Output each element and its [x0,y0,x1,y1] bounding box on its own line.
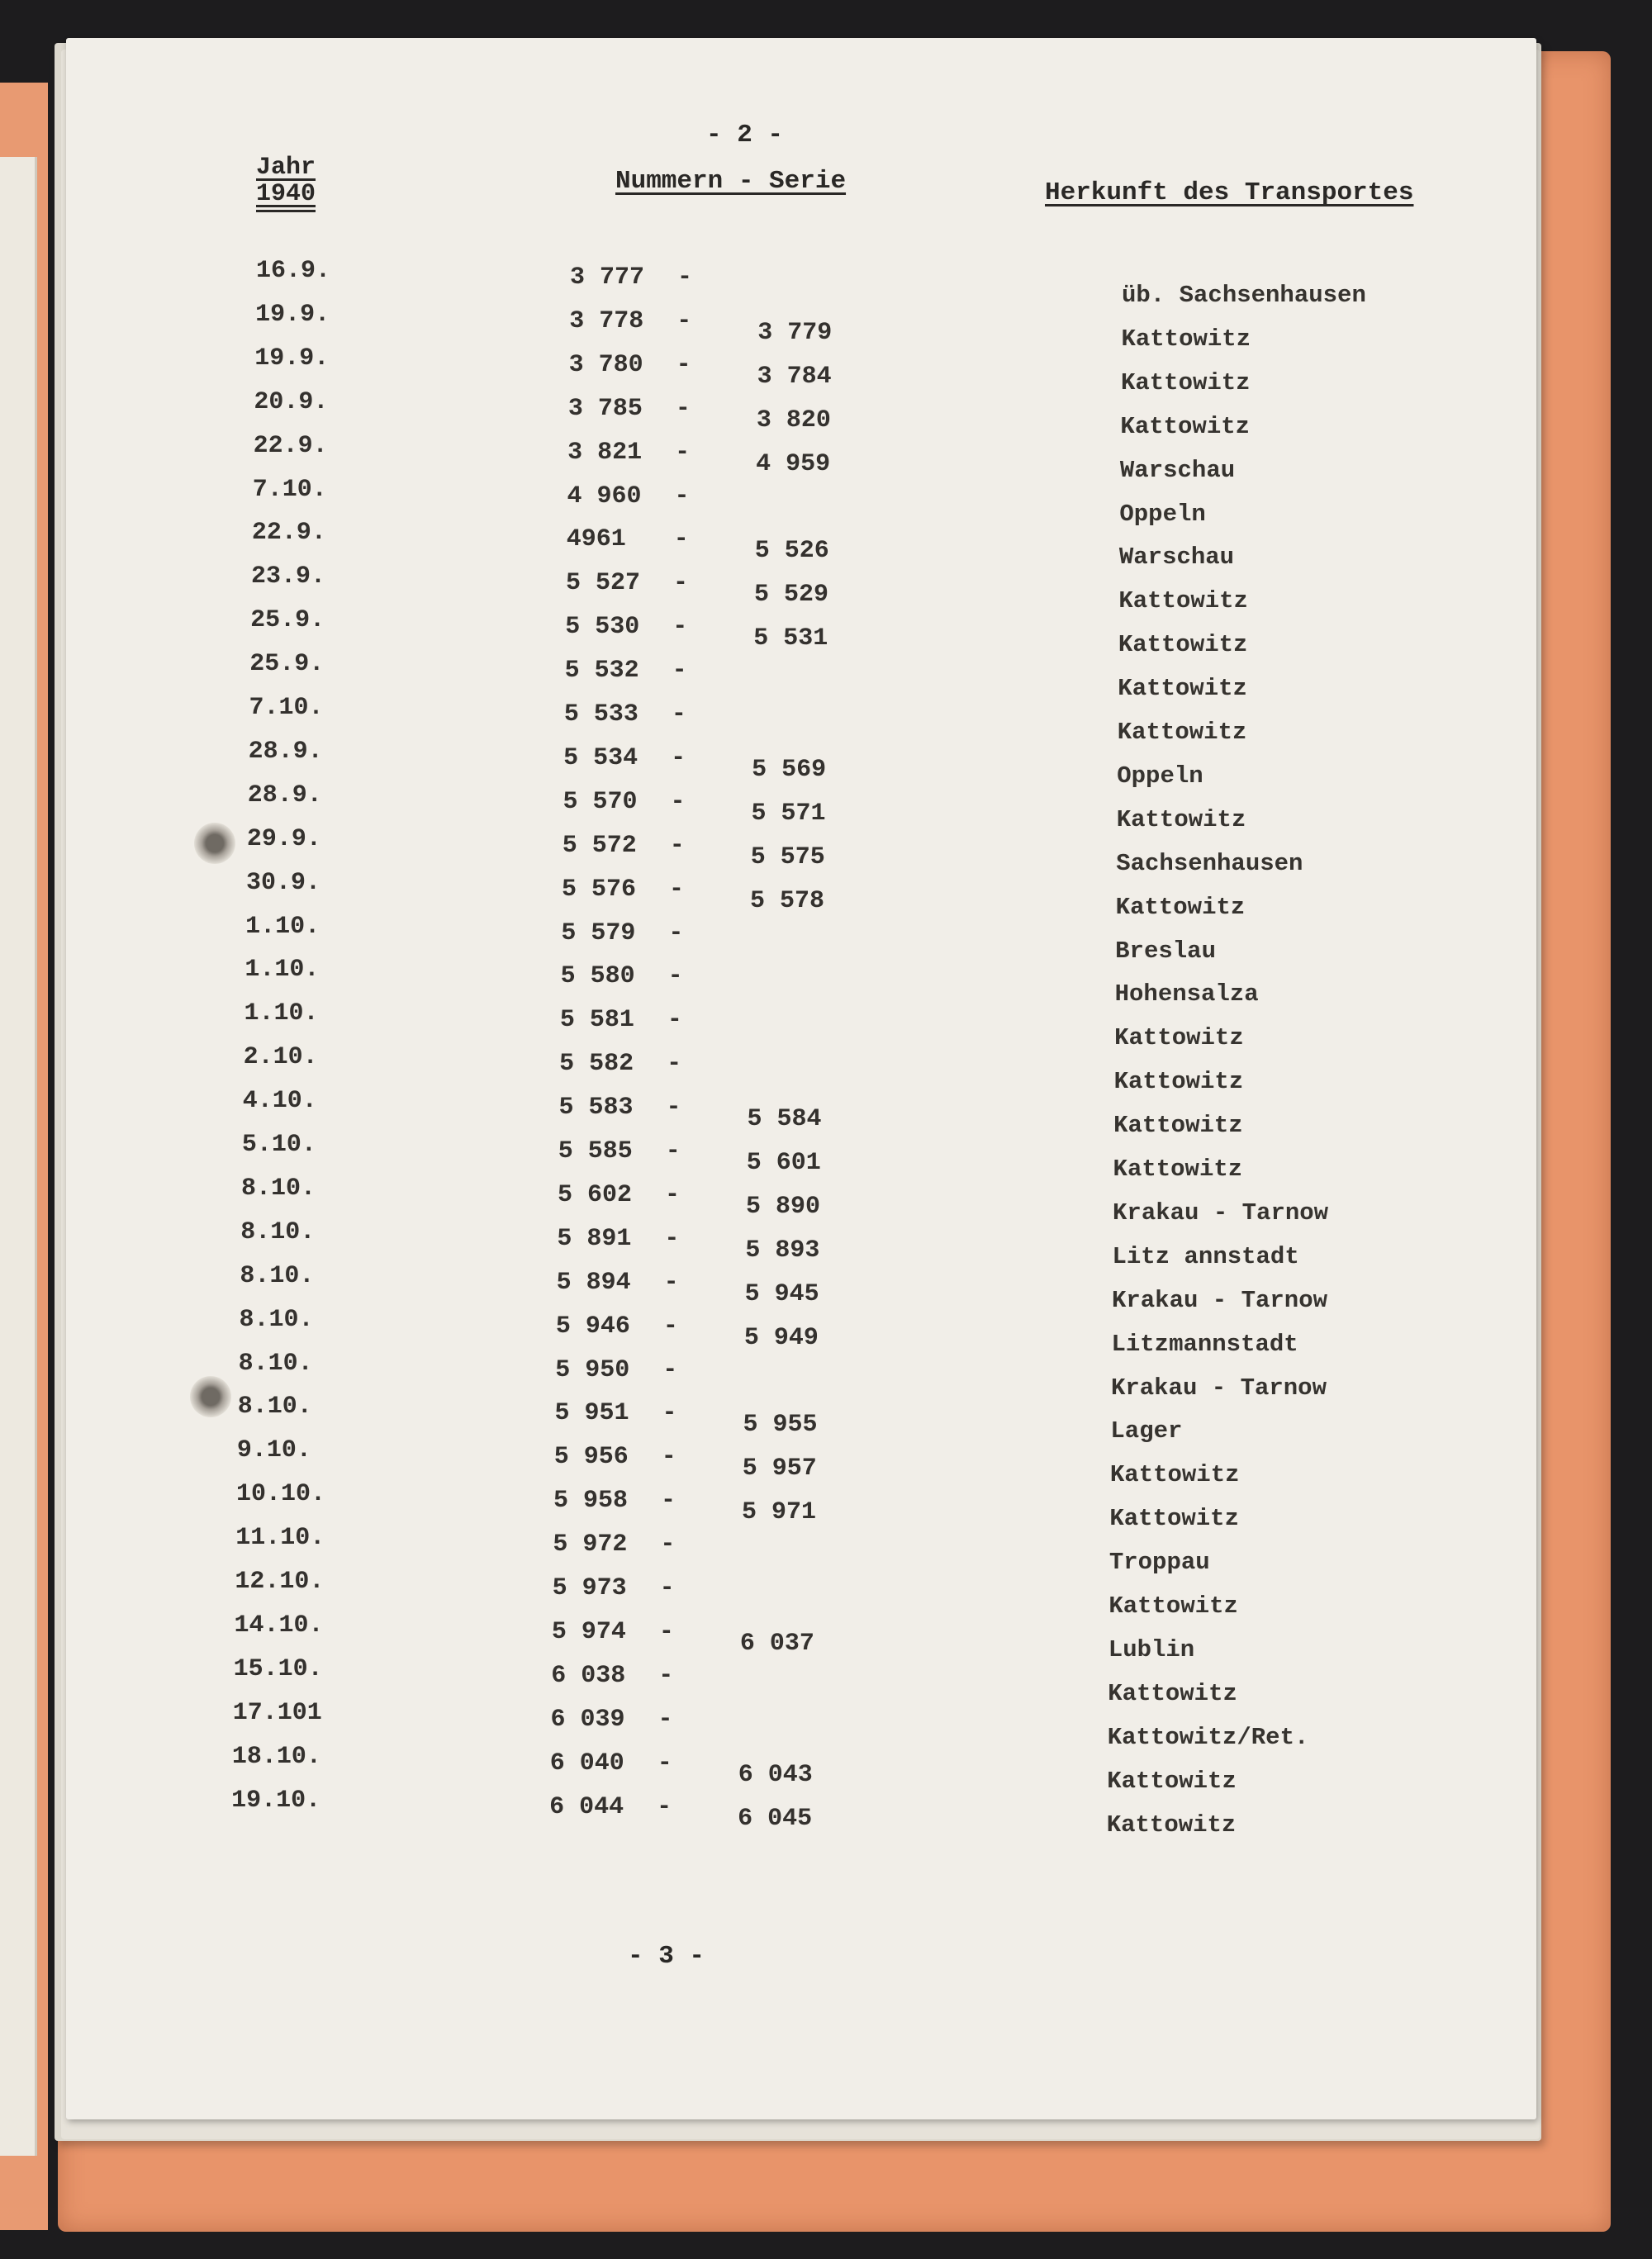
row-series-dash: - [672,613,688,642]
row-series-dash: - [676,350,691,379]
row-series-start: 5 580 [560,962,635,991]
row-series-end: 5 971 [742,1498,817,1527]
row-series-start: 5 532 [564,657,639,686]
row-series-dash: - [668,918,684,947]
row-origin: Kattowitz [1114,1024,1244,1052]
row-date: 25.9. [250,606,325,635]
row-series-end: 6 043 [738,1760,813,1789]
row-series-start: 3 777 [570,263,645,292]
row-series-dash: - [664,1224,680,1253]
row-series-dash: - [673,525,689,554]
row-series-dash: - [667,1050,682,1079]
row-series-dash: - [665,1137,681,1165]
punch-hole-lower [190,1376,231,1417]
row-series-end: 6 045 [738,1804,813,1833]
row-origin: Kattowitz [1106,1811,1237,1839]
row-date: 29.9. [246,824,321,853]
row-series-dash: - [666,1094,681,1122]
row-date: 8.10. [240,1217,316,1246]
punch-hole-upper [194,823,235,864]
row-date: 7.10. [252,475,327,504]
row-date: 22.9. [251,519,326,548]
row-origin: Warschau [1119,456,1236,484]
header-number-series: Nummern - Serie [615,167,847,196]
row-series-dash: - [677,263,693,292]
row-series-start: 5 583 [558,1094,634,1122]
row-series-dash: - [662,1399,677,1428]
row-series-end: 3 820 [756,406,831,434]
row-date: 19.9. [254,344,330,373]
row-series-end: 5 601 [746,1149,821,1177]
row-origin: Oppeln [1117,762,1203,790]
row-series-start: 5 972 [553,1531,628,1559]
row-date: 25.9. [249,650,325,679]
row-origin: Kattowitz [1120,368,1251,396]
row-series-end: 5 890 [746,1192,821,1221]
row-series-start: 5 527 [566,569,641,598]
row-date: 22.9. [253,431,328,460]
row-series-dash: - [671,700,686,728]
row-date: 28.9. [247,781,322,809]
row-date: 14.10. [234,1611,324,1640]
row-series-dash: - [661,1487,676,1516]
row-date: 20.9. [254,387,329,416]
row-series-start: 4 960 [567,482,642,510]
row-date: 12.10. [235,1568,325,1596]
row-series-end: 5 575 [750,842,825,871]
row-series-start: 6 040 [549,1749,624,1777]
row-series-start: 6 044 [549,1792,624,1821]
row-series-start: 5 894 [556,1268,631,1297]
row-origin: Warschau [1118,543,1235,572]
row-series-start: 6 039 [550,1705,625,1734]
page-number-bottom: - 3 - [628,1942,705,1971]
row-series-start: 5 958 [553,1487,629,1516]
row-origin: Hohensalza [1114,980,1259,1008]
row-series-dash: - [673,569,689,598]
row-date: 8.10. [238,1349,313,1378]
row-series-dash: - [658,1617,674,1646]
row-series-dash: - [657,1705,673,1734]
row-series-start: 5 581 [559,1006,634,1035]
row-series-start: 5 956 [553,1443,629,1472]
row-series-end: 5 578 [750,886,825,915]
row-origin: Litzmannstadt [1111,1330,1298,1358]
row-series-end: 6 037 [739,1629,814,1658]
row-series-end: 5 893 [745,1236,820,1265]
row-origin: üb. Sachsenhausen [1122,282,1366,309]
row-series-start: 3 778 [569,306,644,335]
row-origin: Kattowitz [1108,1592,1238,1620]
row-origin: Troppau [1108,1549,1210,1577]
row-series-start: 5 582 [559,1050,634,1079]
row-date: 28.9. [248,737,323,766]
row-series-dash: - [670,787,686,816]
row-date: 18.10. [231,1742,321,1771]
row-date: 7.10. [249,694,324,722]
row-origin: Kattowitz/Ret. [1107,1723,1309,1751]
adjacent-page-edge [0,157,37,2156]
row-date: 19.9. [255,300,330,329]
row-series-dash: - [675,438,691,467]
row-date: 17.101 [232,1698,322,1727]
row-date: 15.10. [233,1654,323,1683]
row-series-start: 5 533 [563,700,638,728]
row-series-dash: - [675,394,691,423]
row-series-start: 5 576 [562,875,637,904]
row-series-start: 5 530 [565,613,640,642]
row-series-dash: - [667,1006,682,1035]
row-origin: Kattowitz [1120,412,1251,440]
row-origin: Kattowitz [1117,719,1247,746]
row-series-start: 4961 [566,525,626,554]
row-series-dash: - [662,1355,678,1384]
row-origin: Kattowitz [1118,631,1248,659]
row-series-start: 5 570 [563,787,638,816]
row-origin: Oppeln [1119,500,1206,528]
row-origin: Kattowitz [1109,1461,1240,1489]
row-origin: Lublin [1108,1635,1195,1663]
row-origin: Lager [1110,1417,1183,1445]
page-number-top: - 2 - [706,121,784,149]
row-date: 11.10. [235,1524,325,1553]
row-series-start: 3 780 [568,350,643,379]
row-series-start: 3 821 [567,438,643,467]
row-origin: Kattowitz [1113,1156,1243,1183]
row-series-dash: - [667,962,683,991]
row-origin: Kattowitz [1121,325,1251,353]
row-series-start: 5 572 [562,831,637,860]
row-date: 8.10. [240,1261,315,1290]
row-series-dash: - [669,831,685,860]
row-series-end: 3 779 [757,318,833,347]
row-origin: Kattowitz [1113,1112,1243,1140]
row-series-start: 5 974 [551,1617,626,1646]
row-series-end: 5 569 [752,755,827,784]
row-series-dash: - [674,482,690,510]
row-date: 5.10. [241,1131,316,1159]
row-date: 1.10. [245,912,320,941]
row-date: 8.10. [239,1305,314,1334]
row-date: 16.9. [256,257,331,285]
row-origin: Breslau [1115,937,1216,965]
row-date: 23.9. [251,562,326,591]
row-series-start: 5 585 [558,1137,633,1165]
row-date: 8.10. [241,1174,316,1203]
row-origin: Kattowitz [1107,1767,1237,1795]
row-series-end: 5 949 [743,1323,819,1352]
row-origin: Kattowitz [1116,805,1246,833]
row-origin: Kattowitz [1109,1505,1239,1533]
row-series-start: 5 534 [563,743,638,772]
header-year-label: Jahr [256,154,316,182]
row-origin: Kattowitz [1113,1068,1244,1096]
row-date: 30.9. [246,868,321,897]
row-series-dash: - [661,1443,676,1472]
row-origin: Kattowitz [1118,587,1248,615]
header-year-value: 1940 [256,180,316,212]
row-series-start: 5 891 [557,1224,632,1253]
row-origin: Sachsenhausen [1116,849,1303,877]
row-series-start: 5 579 [561,918,636,947]
row-series-dash: - [669,875,685,904]
row-origin: Kattowitz [1118,675,1247,703]
row-series-dash: - [658,1661,674,1690]
document-page [66,38,1536,2119]
row-date: 9.10. [236,1436,311,1465]
row-series-dash: - [657,1792,672,1821]
row-series-end: 5 584 [747,1105,822,1134]
row-date: 19.10. [231,1786,321,1815]
row-series-start: 5 973 [552,1574,627,1602]
row-series-dash: - [676,306,692,335]
row-origin: Litz annstadt [1112,1242,1299,1270]
row-series-end: 5 957 [742,1455,817,1483]
row-series-dash: - [663,1268,679,1297]
row-origin: Kattowitz [1108,1679,1237,1707]
row-series-dash: - [659,1574,675,1602]
row-series-end: 5 571 [751,799,826,828]
row-date: 8.10. [237,1393,312,1421]
row-origin: Krakau - Tarnow [1113,1198,1329,1227]
row-series-start: 5 951 [554,1399,629,1428]
row-series-dash: - [671,743,686,772]
row-series-dash: - [672,657,687,686]
row-date: 2.10. [243,1043,318,1072]
header-transport-origin: Herkunft des Transportes [1045,178,1414,207]
row-series-start: 5 946 [555,1312,630,1341]
row-series-end: 5 531 [753,624,828,653]
row-series-start: 6 038 [551,1661,626,1690]
row-series-dash: - [665,1180,681,1209]
row-series-end: 5 526 [754,537,829,566]
row-series-end: 4 959 [756,449,831,478]
row-origin: Krakau - Tarnow [1111,1286,1328,1314]
row-series-end: 5 955 [743,1411,818,1440]
row-date: 4.10. [242,1087,317,1116]
row-series-end: 5 945 [744,1279,819,1308]
row-origin: Kattowitz [1115,893,1246,921]
row-series-dash: - [660,1531,676,1559]
row-series-dash: - [662,1312,678,1341]
row-series-end: 3 784 [757,362,832,391]
row-date: 1.10. [244,999,319,1028]
row-date: 1.10. [244,956,320,985]
row-series-start: 5 602 [558,1180,633,1209]
row-origin: Krakau - Tarnow [1110,1374,1327,1402]
row-date: 10.10. [236,1480,326,1509]
row-series-start: 3 785 [567,394,643,423]
row-series-dash: - [657,1749,672,1777]
row-series-start: 5 950 [555,1355,630,1384]
row-series-end: 5 529 [754,581,829,610]
